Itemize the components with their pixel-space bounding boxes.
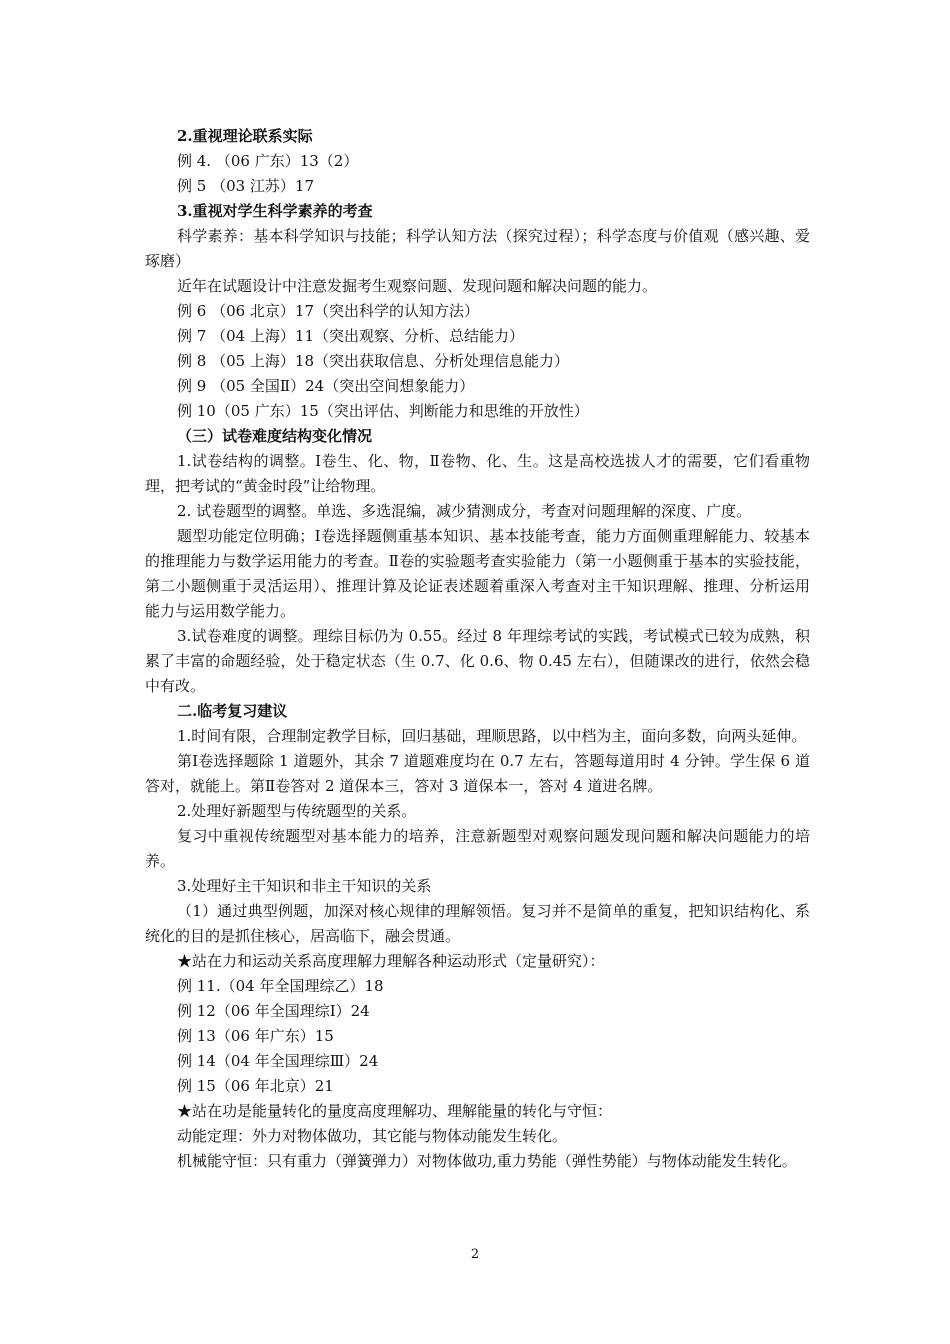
example-item: 例 11.（04 年全国理综乙）18 [177,977,384,995]
body-paragraph: 1.试卷结构的调整。Ⅰ卷生、化、物，Ⅱ卷物、化、生。这是高校选拔人才的需要，它们看重物理，把考试的“黄金时段”让给物理。 [145,452,810,495]
body-paragraph: 复习中重视传统题型对基本能力的培养，注意新题型对观察问题发现问题和解决问题能力的培养。 [145,827,810,870]
body-paragraph: 2. 试卷题型的调整。单选、多选混编，减少猜测成分，考查对问题理解的深度、广度。 [177,502,752,520]
section-heading: 二.临考复习建议 [177,702,288,720]
section-heading: （三）试卷难度结构变化情况 [177,427,373,445]
body-paragraph: 第Ⅰ卷选择题除 1 道题外，其余 7 道题难度均在 0.7 左右，答题每道用时 4 分钟。学生保 6 道答对，就能上。第Ⅱ卷答对 2 道保本三，答对 3 道保本一，答对 4 道进名牌。 [145,752,810,795]
example-item: 例 15（06 年北京）21 [177,1077,334,1095]
example-item: 例 5 （03 江苏）17 [177,177,315,195]
body-paragraph: 1.时间有限，合理制定教学目标，回归基础，理顺思路，以中档为主，面向多数，向两头延伸。 [177,727,807,745]
body-paragraph: ★站在功是能量转化的量度高度理解功、理解能量的转化与守恒： [177,1102,613,1120]
document-body [145,124,810,1174]
example-item: 例 8 （05 上海）18（突出获取信息、分析处理信息能力） [177,352,570,370]
body-paragraph: （1）通过典型例题，加深对核心规律的理解领悟。复习并不是简单的重复，把知识结构化、系统化的目的是抓住核心，居高临下，融会贯通。 [145,902,810,945]
example-item: 例 13（06 年广东）15 [177,1027,334,1045]
body-paragraph: 2.处理好新题型与传统题型的关系。 [177,802,417,820]
section-heading: 3.重视对学生科学素养的考查 [177,202,373,220]
body-paragraph: 近年在试题设计中注意发掘考生观察问题、发现问题和解决问题的能力。 [177,277,658,295]
body-paragraph: 3.处理好主干知识和非主干知识的关系 [177,877,432,895]
section-heading: 2.重视理论联系实际 [177,127,313,145]
example-item: 例 9 （05 全国Ⅱ）24（突出空间想象能力） [177,377,475,395]
body-paragraph: ★站在力和运动关系高度理解力理解各种运动形式（定量研究）： [177,952,605,970]
example-item: 例 12（06 年全国理综Ⅰ）24 [177,1002,370,1020]
page-number: 2 [470,1247,480,1262]
example-item: 例 4. （06 广东）13（2） [177,152,359,170]
body-paragraph: 动能定理：外力对物体做功，其它能与物体动能发生转化。 [177,1127,568,1145]
example-item: 例 14（04 年全国理综Ⅲ）24 [177,1052,379,1070]
body-paragraph: 机械能守恒：只有重力（弹簧弹力）对物体做功,重力势能（弹性势能）与物体动能发生转化。 [177,1152,797,1170]
example-item: 例 6 （06 北京）17（突出科学的认知方法） [177,302,480,320]
body-paragraph: 题型功能定位明确；Ⅰ卷选择题侧重基本知识、基本技能考查，能力方面侧重理解能力、较基本的推理能力与数学运用能力的考查。Ⅱ卷的实验题考查实验能力（第一小题侧重于基本的实验技能，第二小题侧重于灵活运用）、推理计算及论证表述题着重深入考查对主干知识理解、推理、分析运用能力与运用数学能力。 [145,527,810,620]
example-item: 例 7 （04 上海）11（突出观察、分析、总结能力） [177,327,525,345]
body-paragraph: 科学素养：基本科学知识与技能；科学认知方法（探究过程）；科学态度与价值观（感兴趣、爱琢磨） [145,227,810,270]
example-item: 例 10（05 广东）15（突出评估、判断能力和思维的开放性） [177,402,589,420]
body-paragraph: 3.试卷难度的调整。理综目标仍为 0.55。经过 8 年理综考试的实践，考试模式已较为成熟，积累了丰富的命题经验，处于稳定状态（生 0.7、化 0.6、物 0.45 左右），但随课改的进行，依然会稳中有改。 [145,627,810,695]
